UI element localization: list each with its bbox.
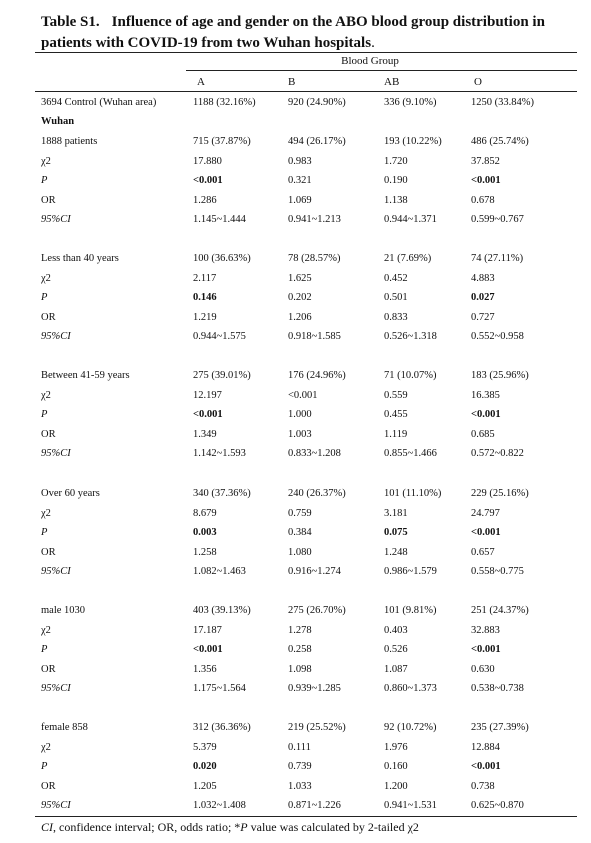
p-o-cell: <0.001 bbox=[471, 761, 501, 773]
chi2-a-cell: 2.117 bbox=[193, 272, 217, 284]
chi2-a-cell: 5.379 bbox=[193, 741, 217, 753]
count-a-cell: 275 (39.01%) bbox=[193, 370, 251, 381]
ci-a-cell: 0.944~1.575 bbox=[193, 331, 246, 343]
or-ab-cell: 0.833 bbox=[384, 311, 408, 323]
p-o-cell: <0.001 bbox=[471, 175, 501, 187]
block-label: Between 41-59 years bbox=[41, 370, 130, 381]
p-a-cell: 0.146 bbox=[193, 292, 217, 304]
row-label-p: P bbox=[41, 292, 48, 304]
or-o-cell: 0.727 bbox=[471, 311, 495, 323]
ci-b-cell: 0.939~1.285 bbox=[288, 683, 341, 695]
row-label-ci: 95%CI bbox=[41, 683, 71, 695]
row-label-chi2: χ2 bbox=[41, 389, 51, 401]
or-a-cell: 1.258 bbox=[193, 546, 217, 558]
p-b-cell: 0.321 bbox=[288, 175, 312, 187]
table-title-period: . bbox=[371, 35, 375, 51]
or-b-cell: 1.069 bbox=[288, 194, 312, 206]
p-ab-cell: 0.190 bbox=[384, 175, 408, 187]
count-o-cell: 251 (24.37%) bbox=[471, 605, 529, 616]
or-o-cell: 0.657 bbox=[471, 546, 495, 558]
or-a-cell: 1.356 bbox=[193, 663, 217, 675]
footnote-p: P bbox=[240, 820, 248, 834]
ci-a-cell: 1.142~1.593 bbox=[193, 448, 246, 460]
chi2-ab-cell: 3.181 bbox=[384, 507, 408, 519]
count-a-cell: 100 (36.63%) bbox=[193, 253, 251, 264]
or-ab-cell: 1.087 bbox=[384, 663, 408, 675]
p-a-cell: 0.003 bbox=[193, 527, 217, 539]
col-header-o: O bbox=[474, 76, 482, 88]
p-o-cell: <0.001 bbox=[471, 644, 501, 656]
count-b-cell: 176 (24.96%) bbox=[288, 370, 346, 381]
or-a-cell: 1.286 bbox=[193, 194, 217, 206]
ci-ab-cell: 0.941~1.531 bbox=[384, 800, 437, 812]
or-o-cell: 0.685 bbox=[471, 428, 495, 440]
chi2-o-cell: 37.852 bbox=[471, 155, 500, 167]
row-label-p: P bbox=[41, 175, 48, 187]
chi2-a-cell: 17.187 bbox=[193, 624, 222, 636]
table-title: Influence of age and gender on the ABO blood group distribution in patients with COVID-19 from two Wuhan hospitals bbox=[41, 14, 545, 51]
row-label-ci: 95%CI bbox=[41, 566, 71, 578]
control-ab: 336 (9.10%) bbox=[384, 97, 437, 108]
chi2-b-cell: <0.001 bbox=[288, 389, 318, 401]
chi2-ab-cell: 0.403 bbox=[384, 624, 408, 636]
or-o-cell: 0.630 bbox=[471, 663, 495, 675]
chi2-ab-cell: 1.976 bbox=[384, 741, 408, 753]
footnote-text-1: , confidence interval; OR, odds ratio; * bbox=[53, 820, 241, 834]
or-a-cell: 1.349 bbox=[193, 428, 217, 440]
chi2-a-cell: 17.880 bbox=[193, 155, 222, 167]
bottom-rule bbox=[35, 816, 577, 817]
ci-ab-cell: 0.944~1.371 bbox=[384, 214, 437, 226]
count-ab-cell: 101 (11.10%) bbox=[384, 488, 442, 499]
col-header-b: B bbox=[288, 76, 296, 88]
or-ab-cell: 1.248 bbox=[384, 546, 408, 558]
or-o-cell: 0.738 bbox=[471, 780, 495, 792]
row-label-ci: 95%CI bbox=[41, 800, 71, 812]
table-caption bbox=[41, 12, 561, 54]
count-b-cell: 219 (25.52%) bbox=[288, 722, 346, 733]
count-ab-cell: 193 (10.22%) bbox=[384, 136, 442, 147]
p-o-cell: 0.027 bbox=[471, 292, 495, 304]
ci-ab-cell: 0.526~1.318 bbox=[384, 331, 437, 343]
count-o-cell: 183 (25.96%) bbox=[471, 370, 529, 381]
ci-ab-cell: 0.986~1.579 bbox=[384, 566, 437, 578]
ci-ab-cell: 0.855~1.466 bbox=[384, 448, 437, 460]
row-label-p: P bbox=[41, 644, 48, 656]
count-ab-cell: 92 (10.72%) bbox=[384, 722, 437, 733]
block-label: Less than 40 years bbox=[41, 253, 119, 264]
chi2-o-cell: 24.797 bbox=[471, 507, 500, 519]
ci-a-cell: 1.175~1.564 bbox=[193, 683, 246, 695]
group-underline bbox=[186, 70, 577, 71]
ci-b-cell: 0.918~1.585 bbox=[288, 331, 341, 343]
or-a-cell: 1.219 bbox=[193, 311, 217, 323]
p-ab-cell: 0.075 bbox=[384, 527, 408, 539]
p-a-cell: 0.020 bbox=[193, 761, 217, 773]
row-label-or: OR bbox=[41, 546, 56, 558]
or-o-cell: 0.678 bbox=[471, 194, 495, 206]
row-label-or: OR bbox=[41, 311, 56, 323]
ci-o-cell: 0.538~0.738 bbox=[471, 683, 524, 695]
blood-group-header: Blood Group bbox=[341, 55, 399, 67]
chi2-o-cell: 32.883 bbox=[471, 624, 500, 636]
or-b-cell: 1.080 bbox=[288, 546, 312, 558]
chi2-b-cell: 0.759 bbox=[288, 507, 312, 519]
row-label-p: P bbox=[41, 409, 48, 421]
chi2-b-cell: 1.278 bbox=[288, 624, 312, 636]
row-label-p: P bbox=[41, 527, 48, 539]
row-label-chi2: χ2 bbox=[41, 155, 51, 167]
chi2-ab-cell: 1.720 bbox=[384, 155, 408, 167]
top-rule bbox=[35, 52, 577, 53]
p-a-cell: <0.001 bbox=[193, 175, 223, 187]
chi2-o-cell: 16.385 bbox=[471, 389, 500, 401]
p-b-cell: 1.000 bbox=[288, 409, 312, 421]
count-o-cell: 229 (25.16%) bbox=[471, 488, 529, 499]
row-label-p: P bbox=[41, 761, 48, 773]
p-o-cell: <0.001 bbox=[471, 527, 501, 539]
row-label-or: OR bbox=[41, 663, 56, 675]
block-label: female 858 bbox=[41, 722, 88, 733]
or-ab-cell: 1.138 bbox=[384, 194, 408, 206]
row-label-ci: 95%CI bbox=[41, 331, 71, 343]
header-rule bbox=[35, 91, 577, 92]
p-ab-cell: 0.501 bbox=[384, 292, 408, 304]
chi2-o-cell: 12.884 bbox=[471, 741, 500, 753]
row-label-chi2: χ2 bbox=[41, 741, 51, 753]
count-ab-cell: 71 (10.07%) bbox=[384, 370, 437, 381]
chi2-a-cell: 12.197 bbox=[193, 389, 222, 401]
col-header-ab: AB bbox=[384, 76, 400, 88]
chi2-b-cell: 0.983 bbox=[288, 155, 312, 167]
ci-o-cell: 0.625~0.870 bbox=[471, 800, 524, 812]
ci-o-cell: 0.558~0.775 bbox=[471, 566, 524, 578]
count-a-cell: 715 (37.87%) bbox=[193, 136, 251, 147]
row-label-ci: 95%CI bbox=[41, 214, 71, 226]
or-b-cell: 1.033 bbox=[288, 780, 312, 792]
count-o-cell: 235 (27.39%) bbox=[471, 722, 529, 733]
block-label: 1888 patients bbox=[41, 136, 98, 147]
ci-a-cell: 1.145~1.444 bbox=[193, 214, 246, 226]
p-b-cell: 0.258 bbox=[288, 644, 312, 656]
or-b-cell: 1.206 bbox=[288, 311, 312, 323]
or-a-cell: 1.205 bbox=[193, 780, 217, 792]
count-o-cell: 74 (27.11%) bbox=[471, 253, 524, 264]
ci-b-cell: 0.916~1.274 bbox=[288, 566, 341, 578]
count-ab-cell: 21 (7.69%) bbox=[384, 253, 432, 264]
row-label-or: OR bbox=[41, 428, 56, 440]
chi2-o-cell: 4.883 bbox=[471, 272, 495, 284]
chi2-b-cell: 1.625 bbox=[288, 272, 312, 284]
block-label: male 1030 bbox=[41, 605, 86, 616]
table-number: Table S1. bbox=[41, 14, 100, 30]
row-label-chi2: χ2 bbox=[41, 272, 51, 284]
row-label-ci: 95%CI bbox=[41, 448, 71, 460]
row-label-or: OR bbox=[41, 780, 56, 792]
count-ab-cell: 101 (9.81%) bbox=[384, 605, 437, 616]
count-a-cell: 403 (39.13%) bbox=[193, 605, 251, 616]
count-a-cell: 312 (36.36%) bbox=[193, 722, 251, 733]
p-o-cell: <0.001 bbox=[471, 409, 501, 421]
or-ab-cell: 1.119 bbox=[384, 428, 408, 440]
count-o-cell: 486 (25.74%) bbox=[471, 136, 529, 147]
chi2-ab-cell: 0.559 bbox=[384, 389, 408, 401]
col-header-a: A bbox=[197, 76, 205, 88]
or-ab-cell: 1.200 bbox=[384, 780, 408, 792]
footnote-ci: CI bbox=[41, 820, 53, 834]
row-label-chi2: χ2 bbox=[41, 624, 51, 636]
ci-b-cell: 0.871~1.226 bbox=[288, 800, 341, 812]
p-b-cell: 0.739 bbox=[288, 761, 312, 773]
p-ab-cell: 0.160 bbox=[384, 761, 408, 773]
count-b-cell: 494 (26.17%) bbox=[288, 136, 346, 147]
ci-b-cell: 0.833~1.208 bbox=[288, 448, 341, 460]
ci-b-cell: 0.941~1.213 bbox=[288, 214, 341, 226]
block-label: Over 60 years bbox=[41, 488, 100, 499]
count-b-cell: 275 (26.70%) bbox=[288, 605, 346, 616]
or-b-cell: 1.098 bbox=[288, 663, 312, 675]
ci-o-cell: 0.552~0.958 bbox=[471, 331, 524, 343]
p-a-cell: <0.001 bbox=[193, 644, 223, 656]
count-b-cell: 78 (28.57%) bbox=[288, 253, 341, 264]
chi2-b-cell: 0.111 bbox=[288, 741, 311, 753]
control-o: 1250 (33.84%) bbox=[471, 97, 534, 108]
control-label: 3694 Control (Wuhan area) bbox=[41, 97, 157, 108]
count-a-cell: 340 (37.36%) bbox=[193, 488, 251, 499]
footnote bbox=[41, 820, 419, 835]
p-ab-cell: 0.526 bbox=[384, 644, 408, 656]
ci-a-cell: 1.032~1.408 bbox=[193, 800, 246, 812]
or-b-cell: 1.003 bbox=[288, 428, 312, 440]
ci-ab-cell: 0.860~1.373 bbox=[384, 683, 437, 695]
ci-o-cell: 0.572~0.822 bbox=[471, 448, 524, 460]
p-a-cell: <0.001 bbox=[193, 409, 223, 421]
chi2-a-cell: 8.679 bbox=[193, 507, 217, 519]
chi2-ab-cell: 0.452 bbox=[384, 272, 408, 284]
ci-a-cell: 1.082~1.463 bbox=[193, 566, 246, 578]
p-b-cell: 0.384 bbox=[288, 527, 312, 539]
ci-o-cell: 0.599~0.767 bbox=[471, 214, 524, 226]
row-label-chi2: χ2 bbox=[41, 507, 51, 519]
p-b-cell: 0.202 bbox=[288, 292, 312, 304]
footnote-text-2: value was calculated by 2-tailed χ2 bbox=[247, 820, 419, 834]
row-label-or: OR bbox=[41, 194, 56, 206]
control-b: 920 (24.90%) bbox=[288, 97, 346, 108]
count-b-cell: 240 (26.37%) bbox=[288, 488, 346, 499]
region-label: Wuhan bbox=[41, 116, 75, 127]
p-ab-cell: 0.455 bbox=[384, 409, 408, 421]
control-a: 1188 (32.16%) bbox=[193, 97, 256, 108]
